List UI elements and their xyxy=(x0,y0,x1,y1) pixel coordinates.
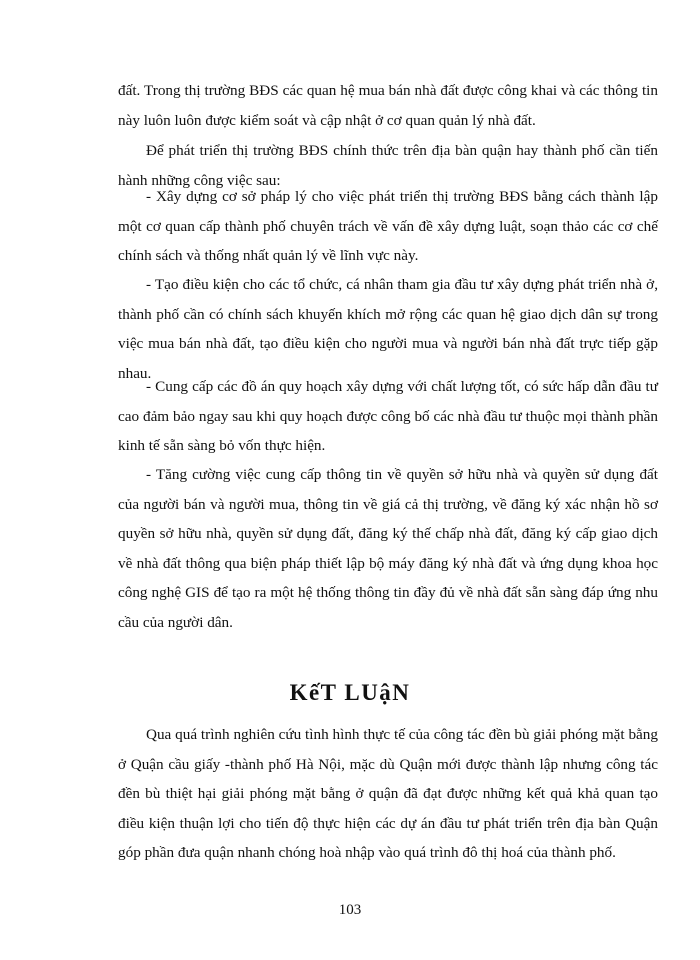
page-number: 103 xyxy=(338,902,362,918)
paragraph-item-legal-basis: - Xây dựng cơ sở pháp lý cho việc phát triển thị trường BĐS bằng cách thành lập một cơ quan cấp thành phố chuyên trách về vấn đề xây dựng luật, soạn thảo các cơ chế chính sách và thống nhất quản lý về lĩnh vực này. xyxy=(118,188,658,265)
paragraph-intro: Để phát triển thị trường BĐS chính thức trên địa bàn quận hay thành phố cần tiến hành những công việc sau: xyxy=(118,142,658,189)
paragraph-item-planning: - Cung cấp các đồ án quy hoạch xây dựng với chất lượng tốt, có sức hấp dẫn đầu tư cao đảm bảo ngay sau khi quy hoạch được công bố các nhà đầu tư thuộc mọi thành phần kinh tế sẵn sàng bỏ vốn thực hiện. xyxy=(118,378,658,455)
paragraph-item-investment-conditions: - Tạo điều kiện cho các tổ chức, cá nhân tham gia đầu tư xây dựng phát triển nhà ở, thành phố cần có chính sách khuyến khích mở rộng các quan hệ giao dịch dân sự trong việc mua bán nhà đất, tạo điều kiện cho người mua và người bán nhà đất trực tiếp gặp nhau. xyxy=(118,276,658,382)
paragraph-continuation: đất. Trong thị trường BĐS các quan hệ mua bán nhà đất được công khai và các thông tin này luôn luôn được kiểm soát và cập nhật ở cơ quan quản lý nhà đất. xyxy=(118,82,658,129)
conclusion-paragraph: Qua quá trình nghiên cứu tình hình thực tế của công tác đền bù giải phóng mặt bằng ở Quận cầu giấy -thành phố Hà Nội, mặc dù Quận mới được thành lập nhưng công tác đền bù thiệt hại giải phóng mặt bằng ở quận đã đạt được những kết quả khả quan tạo điều kiện thuận lợi cho tiến độ thực hiện các dự án đầu tư phát triển trên địa bàn Quận góp phần đưa quận nhanh chóng hoà nhập vào quá trình đô thị hoá của thành phố. xyxy=(118,726,658,862)
conclusion-heading: KếT LUậN xyxy=(289,680,411,705)
paragraph-item-information: - Tăng cường việc cung cấp thông tin về quyền sở hữu nhà và quyền sử dụng đất của người bán và người mua, thông tin về giá cả thị trường, về đăng ký xác nhận hồ sơ quyền sở hữu nhà, quyền sử dụng đất, đăng ký thế chấp nhà đất, đăng ký cấp giao dịch về nhà đất thông qua biện pháp thiết lập bộ máy đăng ký nhà đất và ứng dụng khoa học công nghệ GIS để tạo ra một hệ thống thông tin đầy đủ về nhà đất sẵn sàng đáp ứng nhu cầu của người dân. xyxy=(118,466,658,631)
